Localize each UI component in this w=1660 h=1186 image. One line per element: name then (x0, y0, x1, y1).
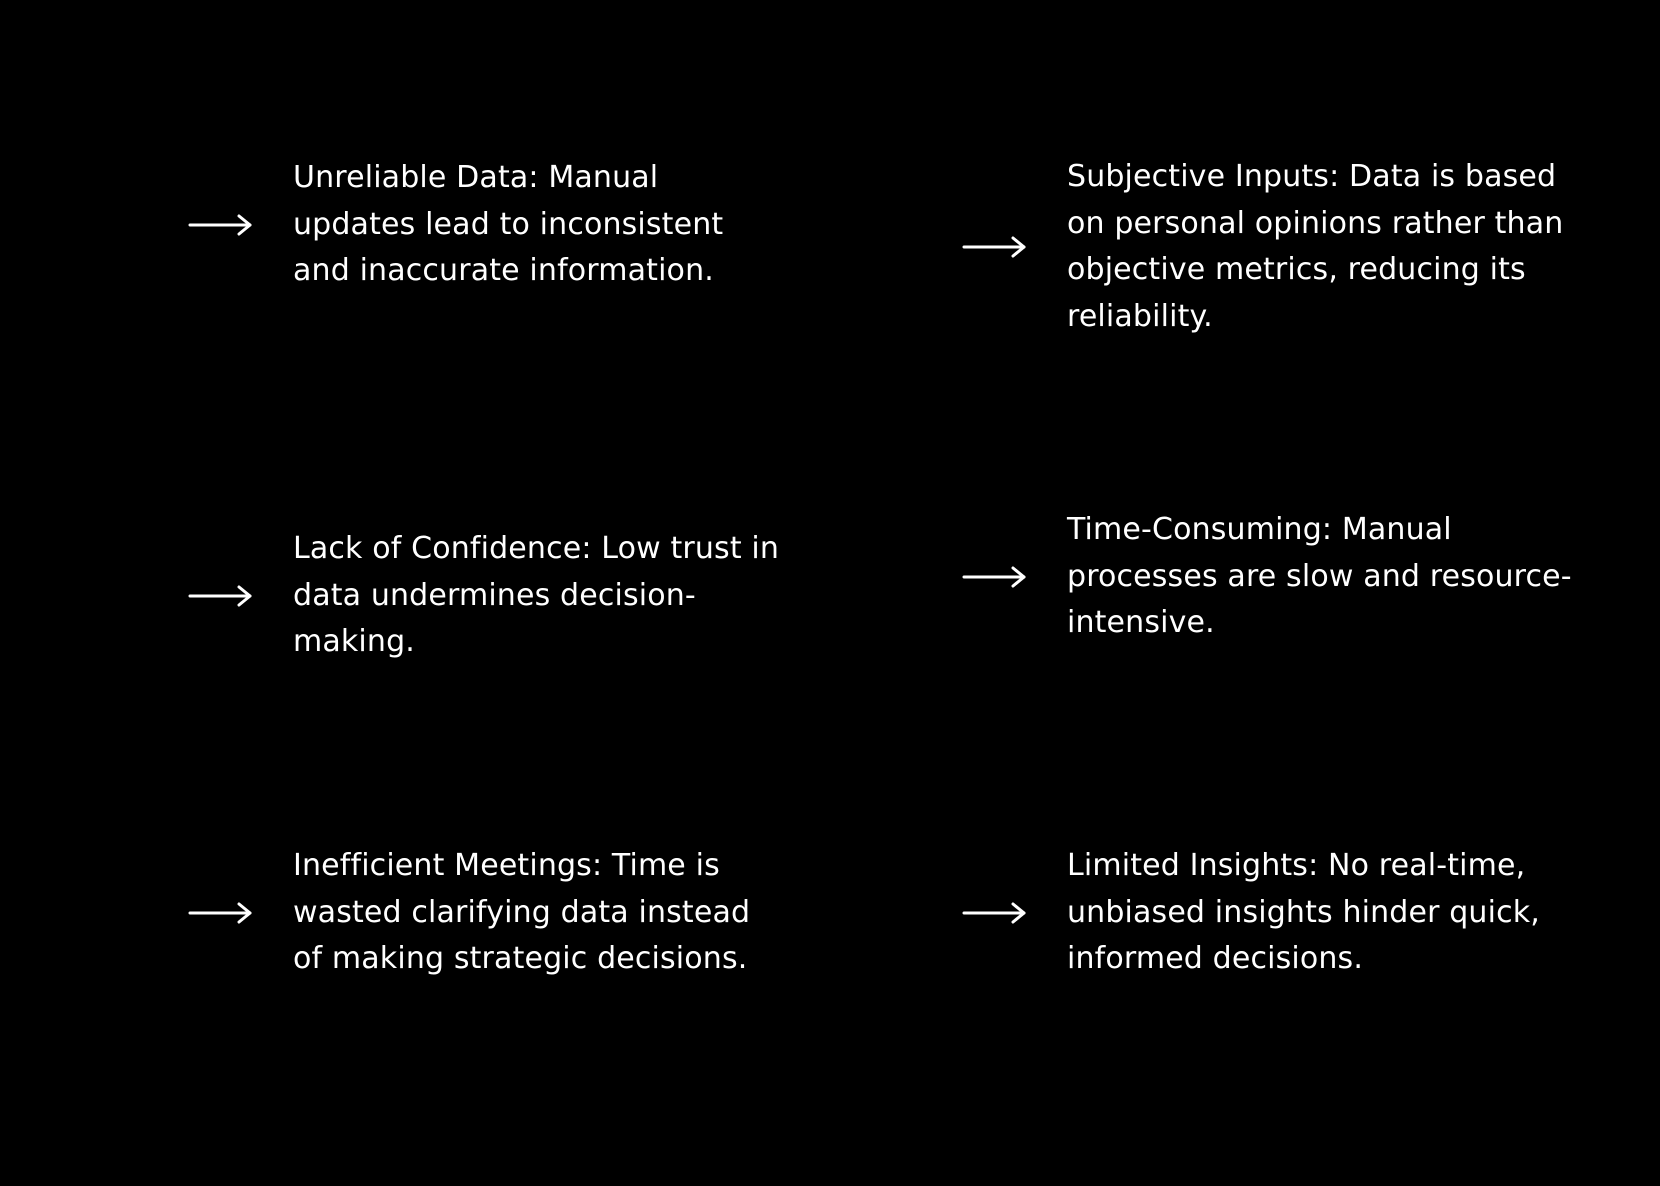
item-text: Limited Insights: No real-time, unbiased insights hinder quick, informed decisions. (1067, 848, 1540, 976)
right-arrow-icon (188, 901, 254, 925)
list-item-inefficient-meetings (188, 843, 788, 983)
right-arrow-icon (962, 565, 1028, 589)
list-item-subjective-inputs (962, 154, 1587, 340)
item-text: Subjective Inputs: Data is based on personal opinions rather than objective metrics, reducing its reliability. (1067, 159, 1564, 334)
item-text: Unreliable Data: Manual updates lead to inconsistent and inaccurate information. (293, 160, 724, 288)
right-arrow-icon (962, 235, 1028, 259)
list-item-limited-insights (962, 843, 1587, 983)
item-text: Time-Consuming: Manual processes are slow and resource-intensive. (1067, 512, 1572, 640)
item-text: Lack of Confidence: Low trust in data undermines decision-making. (293, 531, 780, 659)
right-arrow-icon (188, 213, 254, 237)
right-arrow-icon (188, 584, 254, 608)
list-item-unreliable-data (188, 155, 788, 295)
item-text: Inefficient Meetings: Time is wasted clarifying data instead of making strategic decisions. (293, 848, 751, 976)
right-arrow-icon (962, 901, 1028, 925)
list-item-lack-of-confidence (188, 526, 788, 666)
list-item-time-consuming (962, 507, 1587, 647)
